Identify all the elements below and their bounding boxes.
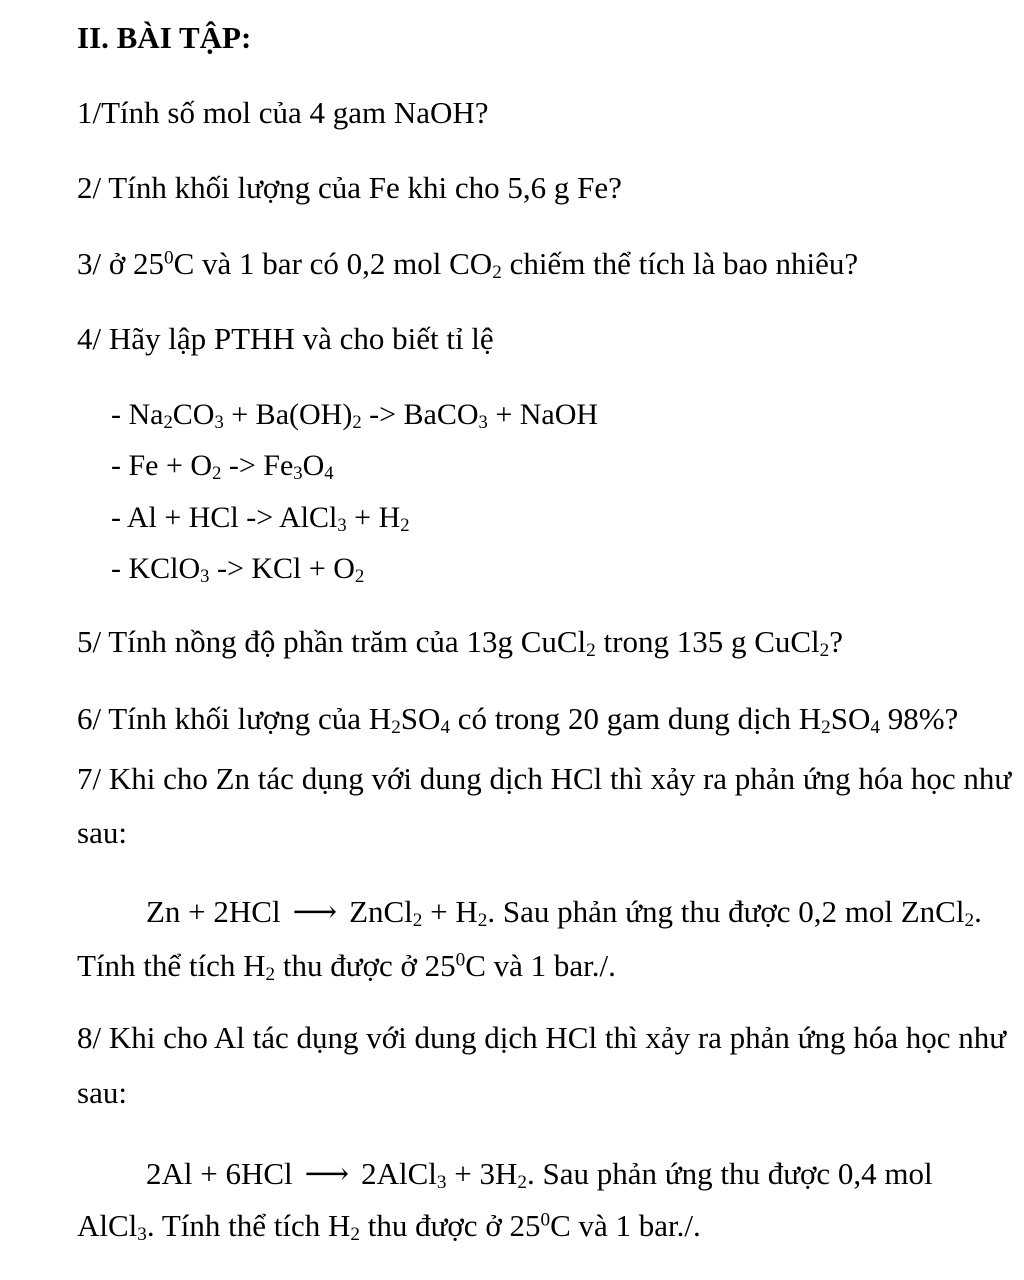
- q3-sub: 2: [492, 262, 502, 284]
- q6-a: 6/ Tính khối lượng của H: [77, 701, 392, 736]
- q6-s2: 4: [440, 717, 451, 739]
- q8-r-b: 2AlCl: [361, 1156, 437, 1191]
- q6-s4: 4: [870, 717, 880, 739]
- reaction-arrow-icon: ⟶: [304, 1156, 350, 1191]
- eq1-a: - Na: [111, 398, 164, 431]
- eq3-s1: 3: [337, 515, 347, 537]
- q5-s1: 2: [586, 640, 596, 662]
- q7-l4-sup: 0: [455, 949, 466, 971]
- q6-s1: 2: [391, 717, 401, 739]
- q8-l4-s1: 3: [137, 1224, 147, 1246]
- q8-l4-d: C và 1 bar./.: [550, 1208, 701, 1243]
- q5-a: 5/ Tính nồng độ phần trăm của 13g CuCl: [77, 624, 587, 659]
- eq1-s3: 2: [352, 412, 362, 434]
- equation-3: [111, 501, 410, 537]
- q7-r-d: . Sau phản ứng thu được 0,2 mol ZnCl: [487, 894, 965, 929]
- question-7-line-1: 7/ Khi cho Zn tác dụng với dung dịch HCl thì xảy ra phản ứng hóa học như: [77, 761, 1012, 796]
- q8-l4-sup: 0: [540, 1209, 551, 1231]
- question-7-line-4: [77, 948, 616, 986]
- q8-l4-s2: 2: [350, 1224, 360, 1246]
- q6-s3: 2: [821, 717, 831, 739]
- question-4: 4/ Hãy lập PTHH và cho biết tỉ lệ: [77, 321, 494, 356]
- eq1-s4: 3: [478, 412, 488, 434]
- question-7-line-2: sau:: [77, 815, 127, 850]
- q7-r-s1: 2: [412, 910, 423, 932]
- q6-d: SO: [830, 701, 871, 736]
- eq3-a: - Al + HCl -> AlCl: [111, 501, 338, 534]
- question-8-line-1: 8/ Khi cho Al tác dụng với dung dịch HCl thì xảy ra phản ứng hóa học như: [77, 1020, 1007, 1055]
- eq2-a: - Fe + O: [111, 449, 213, 482]
- q7-r-a: Zn + 2HCl: [146, 894, 281, 929]
- eq3-s2: 2: [400, 515, 410, 537]
- q3-text-c: chiếm thể tích là bao nhiêu?: [501, 246, 859, 281]
- q7-r-e: .: [974, 894, 982, 929]
- q8-l4-a: AlCl: [77, 1208, 138, 1243]
- question-7-reaction: [146, 894, 982, 932]
- reaction-arrow-icon: ⟶: [292, 894, 338, 929]
- q6-c: có trong 20 gam dung dịch H: [450, 701, 822, 736]
- q8-r-a: 2Al + 6HCl: [146, 1156, 293, 1191]
- question-8-line-4: [77, 1208, 701, 1246]
- q3-text-b: C và 1 bar có 0,2 mol CO: [173, 246, 493, 281]
- q8-l4-b: . Tính thể tích H: [146, 1208, 351, 1243]
- eq2-s2: 3: [293, 463, 303, 485]
- eq1-d: -> BaCO: [361, 398, 479, 431]
- q7-r-b: ZnCl: [349, 894, 413, 929]
- q6-b: SO: [400, 701, 441, 736]
- q5-s2: 2: [819, 640, 830, 662]
- eq4-a: - KClO: [111, 552, 201, 585]
- question-2: 2/ Tính khối lượng của Fe khi cho 5,6 g Fe?: [77, 170, 622, 205]
- eq1-e: + NaOH: [487, 398, 599, 431]
- q8-r-s2: 2: [517, 1172, 528, 1194]
- eq4-s2: 2: [354, 566, 365, 588]
- q7-l4-b: thu được ở 25: [275, 948, 456, 983]
- equation-1: [111, 398, 599, 434]
- eq2-s3: 4: [324, 463, 334, 485]
- eq4-b: -> KCl + O: [209, 552, 355, 585]
- q8-r-s1: 3: [436, 1172, 447, 1194]
- eq1-s1: 2: [163, 412, 173, 434]
- q8-r-c: + 3H: [446, 1156, 518, 1191]
- question-8-line-2: sau:: [77, 1075, 127, 1110]
- eq2-c: O: [302, 449, 325, 482]
- eq2-b: -> Fe: [221, 449, 294, 482]
- equation-2: [111, 449, 334, 485]
- q7-l4-s1: 2: [265, 964, 276, 986]
- eq4-s1: 3: [200, 566, 210, 588]
- eq1-c: + Ba(OH): [223, 398, 353, 431]
- eq3-b: + H: [346, 501, 401, 534]
- q8-r-d: . Sau phản ứng thu được 0,4 mol: [527, 1156, 933, 1191]
- eq2-s1: 2: [212, 463, 222, 485]
- q7-l4-a: Tính thể tích H: [77, 948, 266, 983]
- question-1: 1/Tính số mol của 4 gam NaOH?: [77, 95, 489, 130]
- q8-l4-c: thu được ở 25: [360, 1208, 541, 1243]
- question-8-reaction: [146, 1156, 933, 1194]
- eq1-s2: 3: [214, 412, 224, 434]
- question-6: [77, 701, 959, 739]
- q3-degree-sup: 0: [164, 247, 174, 269]
- q7-l4-c: C và 1 bar./.: [465, 948, 616, 983]
- question-3: [77, 246, 859, 284]
- q5-b: trong 135 g CuCl: [595, 624, 820, 659]
- q5-c: ?: [829, 624, 844, 659]
- section-heading: II. BÀI TẬP:: [77, 20, 252, 55]
- equation-4: [111, 552, 365, 588]
- q7-r-s3: 2: [964, 910, 975, 932]
- q7-r-s2: 2: [477, 910, 488, 932]
- eq1-b: CO: [172, 398, 215, 431]
- q6-e: 98%?: [879, 701, 959, 736]
- q3-text-a: 3/ ở 25: [77, 246, 165, 281]
- question-5: [77, 624, 844, 662]
- q7-r-c: + H: [422, 894, 478, 929]
